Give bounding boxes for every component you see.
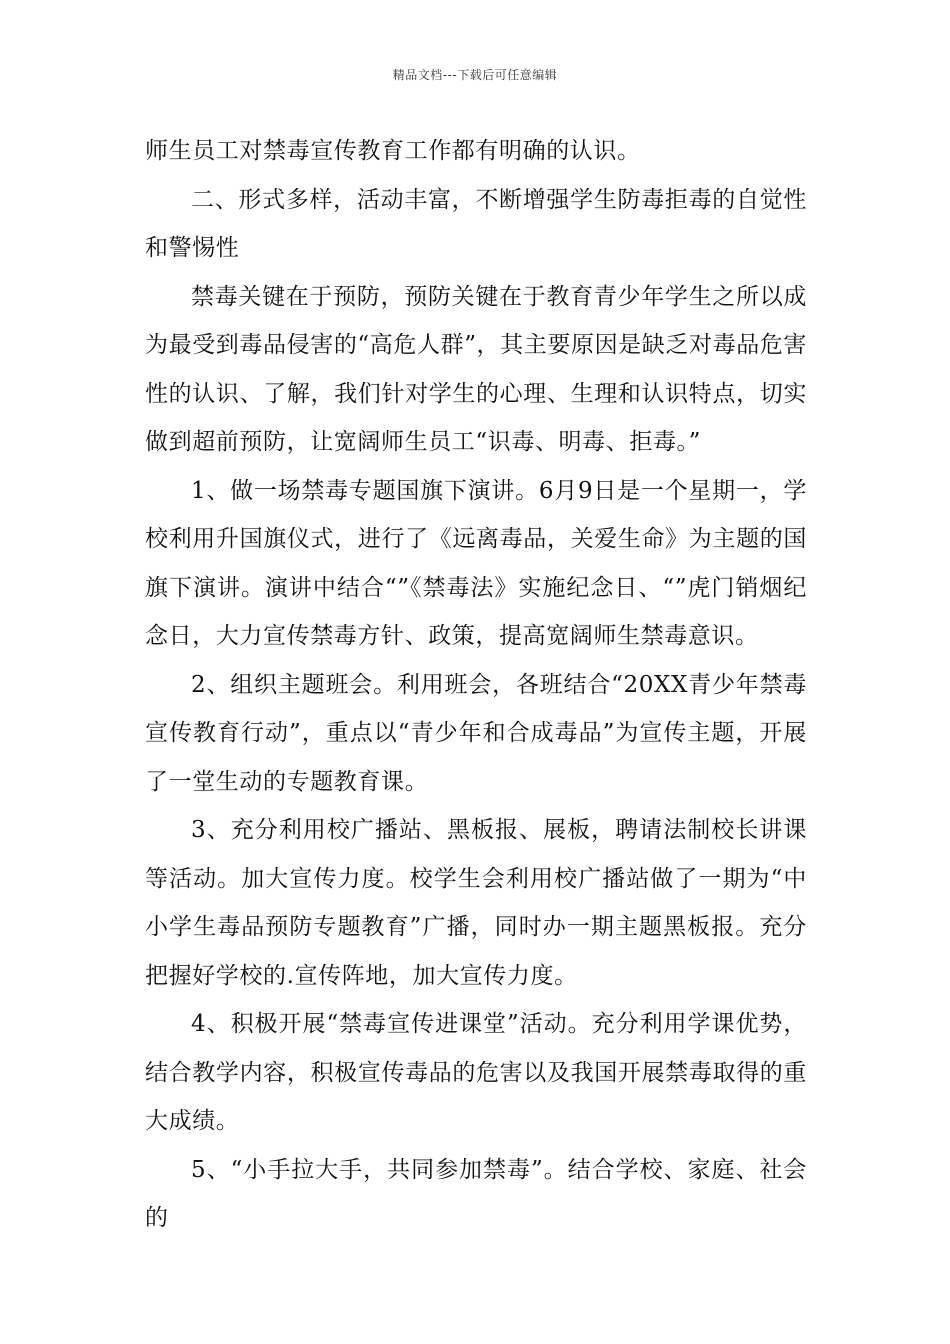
- paragraph: 禁毒关键在于预防，预防关键在于教育青少年学生之所以成为最受到毒品侵害的“高危人群”，其主要原因是缺乏对毒品危害性的认识、了解，我们针对学生的心理、生理和认识特点，切实做到超前预防，让宽阔师生员工“识毒、明毒、拒毒。”: [145, 283, 807, 455]
- list-item: 3、充分利用校广播站、黑板报、展板，聘请法制校长讲课等活动。加大宣传力度。校学生会利用校广播站做了一期为“中小学生毒品预防专题教育”广播，同时办一期主题黑板报。充分把握好学校的.宣传阵地，加大宣传力度。: [145, 817, 807, 989]
- paragraph-continuation: 师生员工对禁毒宣传教育工作都有明确的认识。: [145, 138, 641, 164]
- document-body: [145, 127, 807, 1243]
- list-item: 5、“小手拉大手，共同参加禁毒”。结合学校、家庭、社会的: [145, 1156, 807, 1231]
- section-heading: 二、形式多样，活动丰富，不断增强学生防毒拒毒的自觉性和警惕性: [145, 186, 807, 261]
- list-item: 2、组织主题班会。利用班会，各班结合“20XX青少年禁毒宣传教育行动”，重点以“青少年和合成毒品”为宣传主题，开展了一堂生动的专题教育课。: [145, 671, 807, 795]
- page-header: 精品文档---下载后可任意编辑: [392, 68, 558, 82]
- list-item: 4、积极开展“禁毒宣传进课堂”活动。充分利用学课优势，结合教学内容，积极宣传毒品的危害以及我国开展禁毒取得的重大成绩。: [145, 1011, 807, 1134]
- list-item: 1、做一场禁毒专题国旗下演讲。6月9日是一个星期一，学校利用升国旗仪式，进行了《远离毒品，关爱生命》为主题的国旗下演讲。演讲中结合“”《禁毒法》实施纪念日、“”虎门销烟纪念日，大力宣传禁毒方针、政策，提高宽阔师生禁毒意识。: [145, 477, 807, 649]
